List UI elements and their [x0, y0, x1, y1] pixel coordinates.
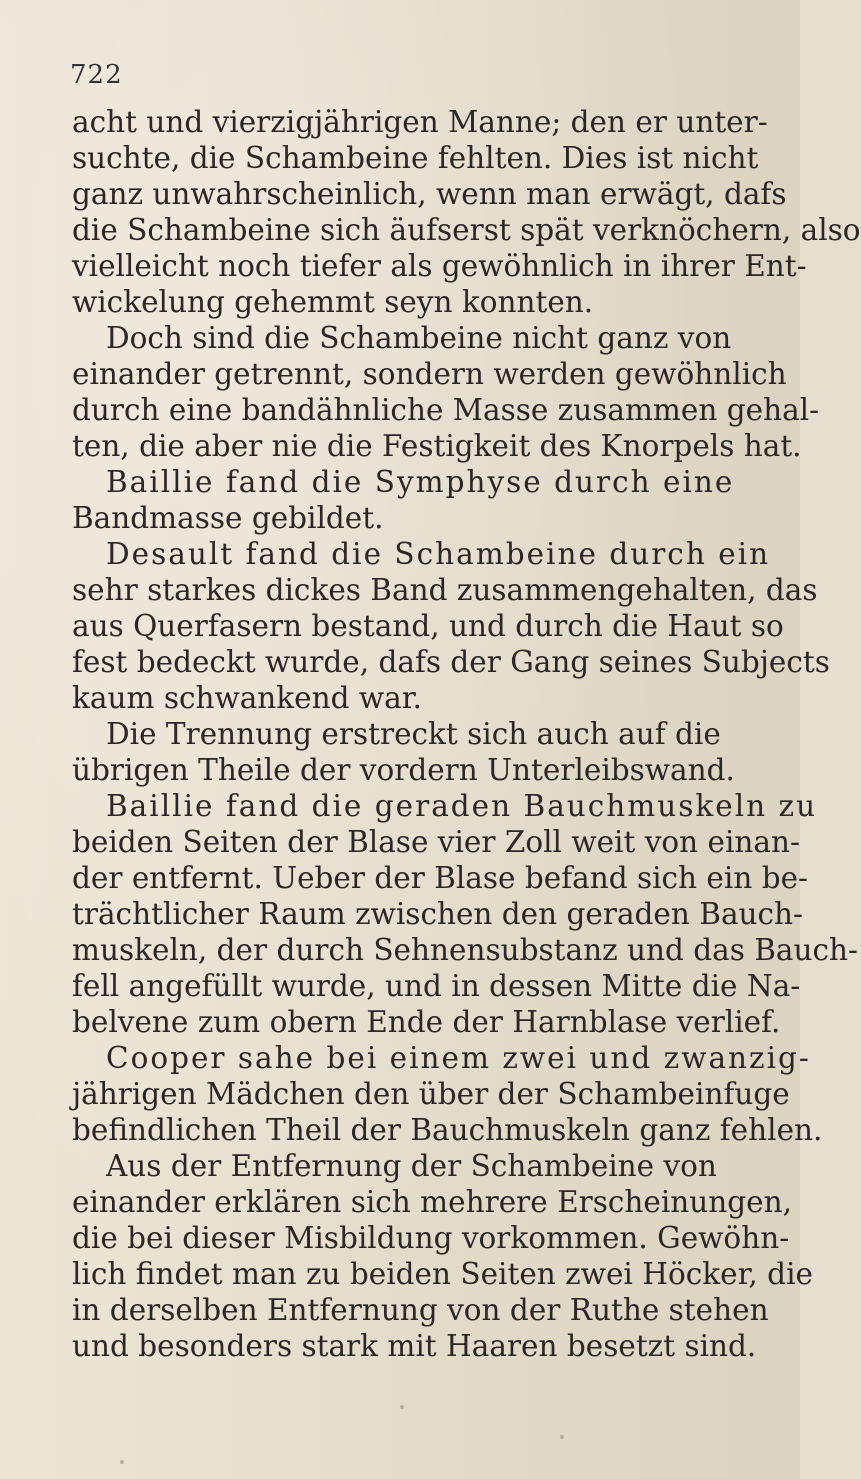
- text-line: und besonders stark mit Haaren besetzt sind.: [72, 1329, 757, 1363]
- text-line: belvene zum obern Ende der Harnblase verlief.: [72, 1005, 781, 1039]
- text-line: sehr starkes dickes Band zusammengehalten, das: [72, 573, 818, 607]
- text-line: der entfernt. Ueber der Blase befand sich ein be-: [72, 861, 809, 895]
- text-line: lich findet man zu beiden Seiten zwei Höcker, die: [72, 1257, 813, 1291]
- paper-speck: [400, 1405, 404, 1409]
- text-line: muskeln, der durch Sehnensubstanz und das Bauch-: [72, 933, 858, 967]
- paragraph-start: Doch sind die Schambeine nicht ganz von: [106, 321, 732, 355]
- text-line: jährigen Mädchen den über der Schambeinfuge: [72, 1077, 790, 1111]
- text-line: die Schambeine sich äufserst spät verknöchern, also: [72, 213, 861, 247]
- paragraph-start: Desault fand die Schambeine durch ein: [106, 537, 771, 571]
- text-line: einander erklären sich mehrere Erscheinungen,: [72, 1185, 792, 1219]
- text-line: aus Querfasern bestand, und durch die Haut so: [72, 609, 784, 643]
- text-line: beiden Seiten der Blase vier Zoll weit von einan-: [72, 825, 800, 859]
- text-line: vielleicht noch tiefer als gewöhnlich in ihrer Ent-: [72, 249, 807, 283]
- text-line: in derselben Entfernung von der Ruthe stehen: [72, 1293, 769, 1327]
- text-line: trächtlicher Raum zwischen den geraden Bauch-: [72, 897, 804, 931]
- text-line: suchte, die Schambeine fehlten. Dies ist nicht: [72, 141, 759, 175]
- text-line: kaum schwankend war.: [72, 681, 422, 715]
- paragraph-start: Die Trennung erstreckt sich auch auf die: [106, 717, 721, 751]
- text-line: übrigen Theile der vordern Unterleibswand.: [72, 753, 735, 787]
- text-line: ganz unwahrscheinlich, wenn man erwägt, dafs: [72, 177, 787, 211]
- text-line: fest bedeckt wurde, dafs der Gang seines Subjects: [72, 645, 830, 679]
- paragraph-start: Baillie fand die geraden Bauchmuskeln zu: [106, 789, 818, 823]
- body-text: [72, 104, 861, 1364]
- text-line: einander getrennt, sondern werden gewöhnlich: [72, 357, 787, 391]
- text-line: befindlichen Theil der Bauchmuskeln ganz fehlen.: [72, 1113, 823, 1147]
- paper-speck: [560, 1435, 564, 1439]
- paragraph-start: Cooper sahe bei einem zwei und zwanzig-: [106, 1041, 811, 1075]
- text-line: ten, die aber nie die Festigkeit des Knorpels hat.: [72, 429, 802, 463]
- text-line: durch eine bandähnliche Masse zusammen gehal-: [72, 393, 820, 427]
- page-number: 722: [70, 60, 123, 90]
- text-line: wickelung gehemmt seyn konnten.: [72, 285, 594, 319]
- text-line: acht und vierzigjährigen Manne; den er unter-: [72, 105, 768, 139]
- text-line: Bandmasse gebildet.: [72, 501, 384, 535]
- paragraph-start: Baillie fand die Symphyse durch eine: [106, 465, 735, 499]
- paper-speck: [120, 1460, 124, 1464]
- text-line: die bei dieser Misbildung vorkommen. Gewöhn-: [72, 1221, 790, 1255]
- paragraph-start: Aus der Entfernung der Schambeine von: [106, 1149, 717, 1183]
- text-line: fell angefüllt wurde, und in dessen Mitte die Na-: [72, 969, 801, 1003]
